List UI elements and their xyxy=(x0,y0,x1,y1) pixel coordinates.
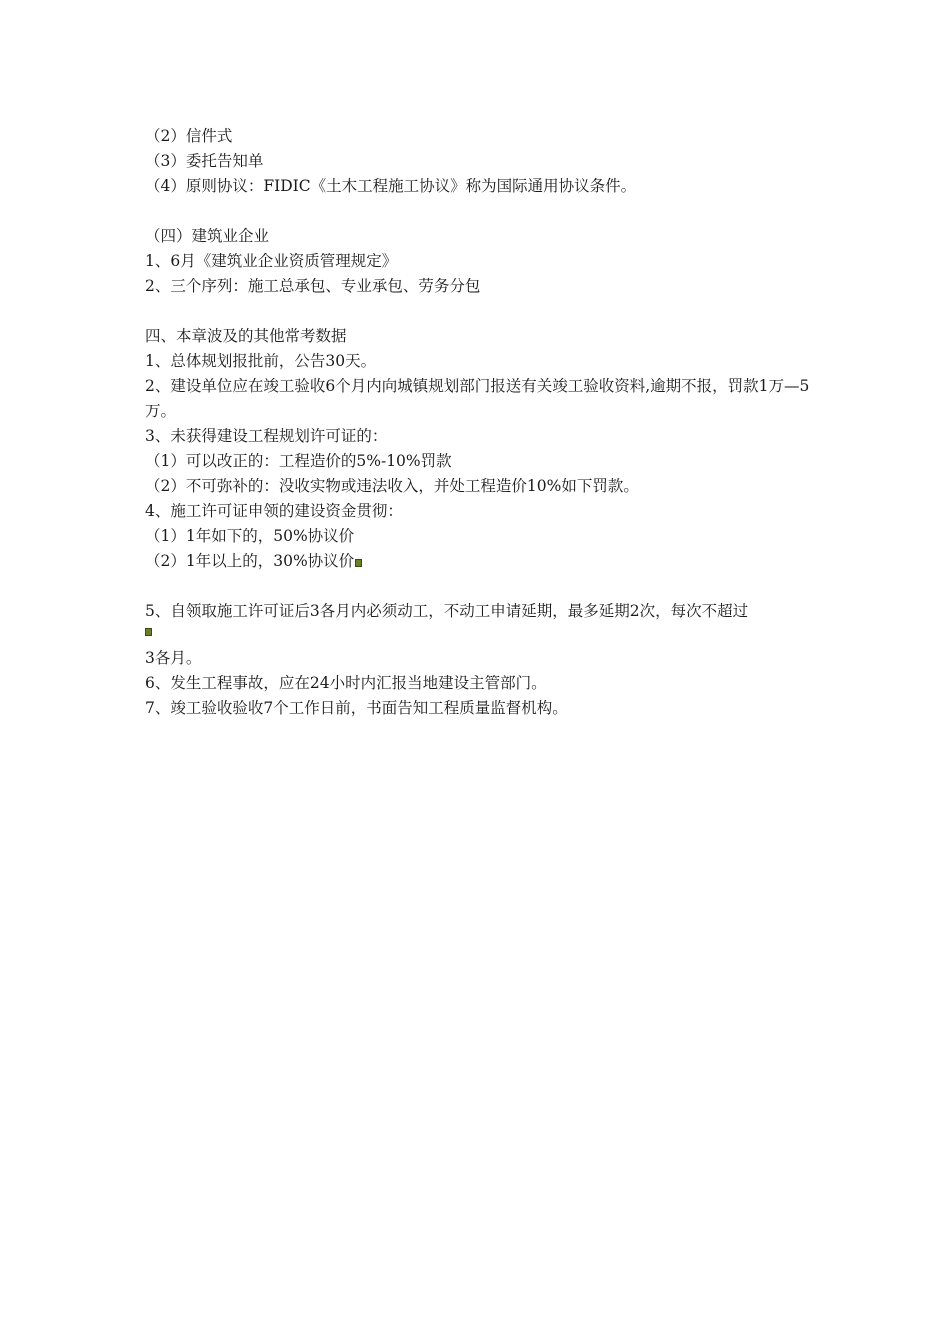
paragraph-gap xyxy=(145,574,810,599)
anchor-marker-icon xyxy=(355,559,362,567)
paragraph-gap xyxy=(145,199,810,224)
list-item: 2、建设单位应在竣工验收6个月内向城镇规划部门报送有关竣工验收资料,逾期不报，罚款1万—5万。 xyxy=(145,377,810,420)
section-heading: （四）建筑业企业 xyxy=(145,227,270,245)
section-heading: 四、本章波及的其他常考数据 xyxy=(145,327,347,345)
document-body xyxy=(145,124,810,721)
list-item: 1、6月《建筑业企业资质管理规定》 xyxy=(145,252,398,270)
list-item: 6、发生工程事故，应在24小时内汇报当地建设主管部门。 xyxy=(145,674,547,692)
sub-list-item-text: （2）1年以上的，30%协议价 xyxy=(145,552,355,570)
list-item: 4、施工许可证申领的建设资金贯彻： xyxy=(145,502,403,520)
list-item: （2）信件式 xyxy=(145,127,233,145)
sub-list-item: （1）可以改正的：工程造价的5%-10%罚款 xyxy=(145,452,452,470)
list-item: 1、总体规划报批前，公告30天。 xyxy=(145,352,377,370)
list-item: （4）原则协议：FIDIC《土木工程施工协议》称为国际通用协议条件。 xyxy=(145,177,637,195)
list-item-continuation: 3各月。 xyxy=(145,649,202,667)
list-item: 5、自领取施工许可证后3各月内必须动工，不动工申请延期，最多延期2次，每次不超过 xyxy=(145,602,749,620)
list-item: （3）委托告知单 xyxy=(145,152,264,170)
sub-list-item: （1）1年如下的，50%协议价 xyxy=(145,527,355,545)
marker-line xyxy=(145,624,810,646)
paragraph-gap xyxy=(145,299,810,324)
sub-list-item: （2）不可弥补的：没收实物或违法收入，并处工程造价10%如下罚款。 xyxy=(145,477,639,495)
list-item: 7、竣工验收验收7个工作日前，书面告知工程质量监督机构。 xyxy=(145,699,568,717)
list-item: 3、未获得建设工程规划许可证的： xyxy=(145,427,388,445)
list-item: 2、三个序列：施工总承包、专业承包、劳务分包 xyxy=(145,277,481,295)
anchor-marker-icon xyxy=(145,628,152,636)
sub-list-item xyxy=(145,549,810,574)
